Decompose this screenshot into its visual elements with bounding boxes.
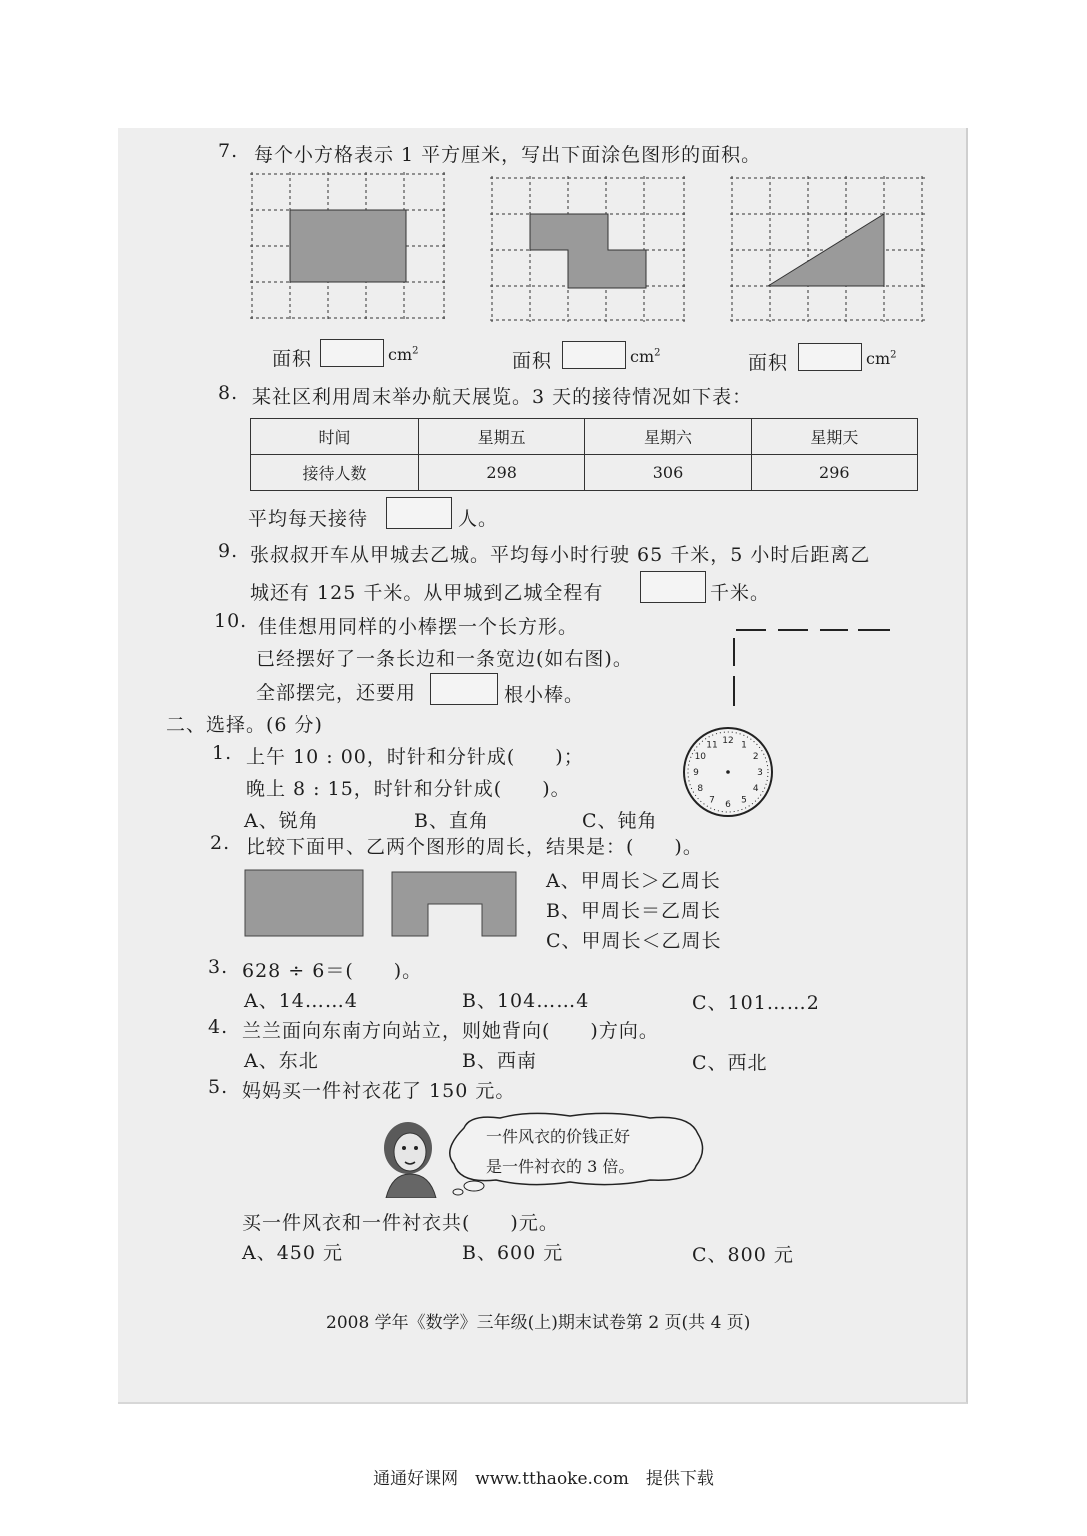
grid-rectangle <box>250 172 446 320</box>
c5-text: 妈妈买一件衬衣花了 150 元。 <box>242 1080 516 1102</box>
table-header: 星期六 <box>585 419 751 455</box>
clock-number: 2 <box>752 752 759 762</box>
area-answer-box-1[interactable] <box>320 339 384 367</box>
area-answer-box-2[interactable] <box>562 341 626 369</box>
c1-option-b[interactable]: B、直角 <box>414 810 489 832</box>
table-header: 时间 <box>251 419 419 455</box>
area-label-2: 面积 <box>512 350 553 372</box>
area-unit-1: $cm^2$ <box>388 345 419 364</box>
q9-answer-box[interactable] <box>640 571 706 603</box>
q9-line2-prefix: 城还有 125 千米。从甲城到乙城全程有 <box>250 582 604 604</box>
clock-icon <box>678 722 778 822</box>
grid-step-shape <box>490 176 686 322</box>
c2-option-c[interactable]: C、甲周长＜乙周长 <box>546 930 722 952</box>
table-cell: 298 <box>419 455 585 491</box>
q10-answer-box[interactable] <box>430 673 498 705</box>
q7-number: 7. <box>218 140 239 162</box>
shape-jia <box>245 870 363 936</box>
q8-number: 8. <box>218 382 239 404</box>
c4-text: 兰兰面向东南方向站立，则她背向( )方向。 <box>242 1020 659 1042</box>
clock-number: 4 <box>752 784 759 794</box>
table-cell: 296 <box>751 455 917 491</box>
c2-option-a[interactable]: A、甲周长＞乙周长 <box>546 870 721 892</box>
reception-table <box>250 418 918 491</box>
table-cell: 306 <box>585 455 751 491</box>
clock-number: 11 <box>706 740 718 751</box>
speech-bubble <box>440 1110 708 1196</box>
bubble-line1: 一件风衣的价钱正好 <box>486 1127 631 1146</box>
table-header-row <box>251 419 918 455</box>
sticks-figure <box>728 620 898 712</box>
clock-number: 10 <box>694 752 707 762</box>
area-label-3: 面积 <box>748 352 789 374</box>
c4-number: 4. <box>208 1016 229 1038</box>
table-header: 星期五 <box>419 419 585 455</box>
c2-number: 2. <box>210 832 231 854</box>
clock-number: 6 <box>725 800 731 810</box>
q10-number: 10. <box>214 610 248 632</box>
c5-number: 5. <box>208 1076 229 1098</box>
c4-option-c[interactable]: C、西北 <box>692 1052 768 1074</box>
clock-number: 8 <box>697 784 704 794</box>
area-unit-3: $cm^2$ <box>866 349 897 368</box>
q10-line1: 佳佳想用同样的小棒摆一个长方形。 <box>258 616 579 638</box>
c4-option-b[interactable]: B、西南 <box>462 1050 537 1072</box>
c1-line1: 上午 10 : 00，时针和分针成( )； <box>246 746 584 768</box>
clock-number: 9 <box>693 768 699 778</box>
clock-number: 1 <box>741 740 747 751</box>
c1-line2: 晚上 8 : 15，时针和分针成( )。 <box>246 778 571 800</box>
c2-text: 比较下面甲、乙两个图形的周长，结果是：( )。 <box>246 836 703 858</box>
q7-text: 每个小方格表示 1 平方厘米，写出下面涂色图形的面积。 <box>254 144 762 166</box>
c1-number: 1. <box>212 742 233 764</box>
page-footer: 2008 学年《数学》三年级(上)期末试卷第 2 页(共 4 页) <box>326 1313 751 1333</box>
c1-option-c[interactable]: C、钝角 <box>582 810 658 832</box>
c5-option-b[interactable]: B、600 元 <box>462 1242 564 1264</box>
area-answer-box-3[interactable] <box>798 343 862 371</box>
table-header: 星期天 <box>751 419 917 455</box>
c4-option-a[interactable]: A、东北 <box>244 1050 319 1072</box>
area-unit-2: $cm^2$ <box>630 347 661 366</box>
c5-option-c[interactable]: C、800 元 <box>692 1244 794 1266</box>
section2-title: 二、选择。(6 分) <box>166 714 323 736</box>
clock-number: 5 <box>741 795 747 806</box>
shaded-step-shape <box>530 214 646 288</box>
bubble-line2: 是一件衬衣的 3 倍。 <box>486 1157 635 1176</box>
q10-line3-suffix: 根小棒。 <box>504 684 585 706</box>
c5-option-a[interactable]: A、450 元 <box>242 1242 344 1264</box>
q8-answer-prefix: 平均每天接待 <box>248 508 369 530</box>
clock-number: 7 <box>709 795 715 806</box>
q9-line2-suffix: 千米。 <box>710 582 771 604</box>
q9-number: 9. <box>218 540 239 562</box>
c1-option-a[interactable]: A、锐角 <box>244 810 319 832</box>
q8-answer-box[interactable] <box>386 497 452 529</box>
c3-number: 3. <box>208 956 229 978</box>
c2-option-b[interactable]: B、甲周长＝乙周长 <box>546 900 721 922</box>
q8-answer-suffix: 人。 <box>458 508 499 530</box>
area-label-1: 面积 <box>272 348 313 370</box>
grid-triangle <box>730 176 926 322</box>
table-row-label: 接待人数 <box>251 455 419 491</box>
q9-line1: 张叔叔开车从甲城去乙城。平均每小时行驶 65 千米，5 小时后距离乙 <box>250 544 871 566</box>
table-row <box>251 455 918 491</box>
shape-yi <box>392 872 516 936</box>
q10-line3-prefix: 全部摆完，还要用 <box>256 682 417 704</box>
shaded-rectangle <box>290 210 406 282</box>
download-note: 通通好课网 www.tthaoke.com 提供下载 <box>373 1469 714 1489</box>
c3-option-a[interactable]: A、14……4 <box>244 990 358 1012</box>
c5-question: 买一件风衣和一件衬衣共( )元。 <box>242 1212 559 1234</box>
q10-line2: 已经摆好了一条长边和一条宽边(如右图)。 <box>256 648 633 670</box>
perimeter-shapes <box>244 868 520 940</box>
clock-number: 12 <box>722 736 734 746</box>
q8-text: 某社区利用周末举办航天展览。3 天的接待情况如下表： <box>252 386 753 408</box>
c3-option-c[interactable]: C、101……2 <box>692 992 820 1014</box>
c3-option-b[interactable]: B、104……4 <box>462 990 590 1012</box>
c3-text: 628 ÷ 6＝( )。 <box>242 960 423 982</box>
clock-number: 3 <box>757 768 763 778</box>
